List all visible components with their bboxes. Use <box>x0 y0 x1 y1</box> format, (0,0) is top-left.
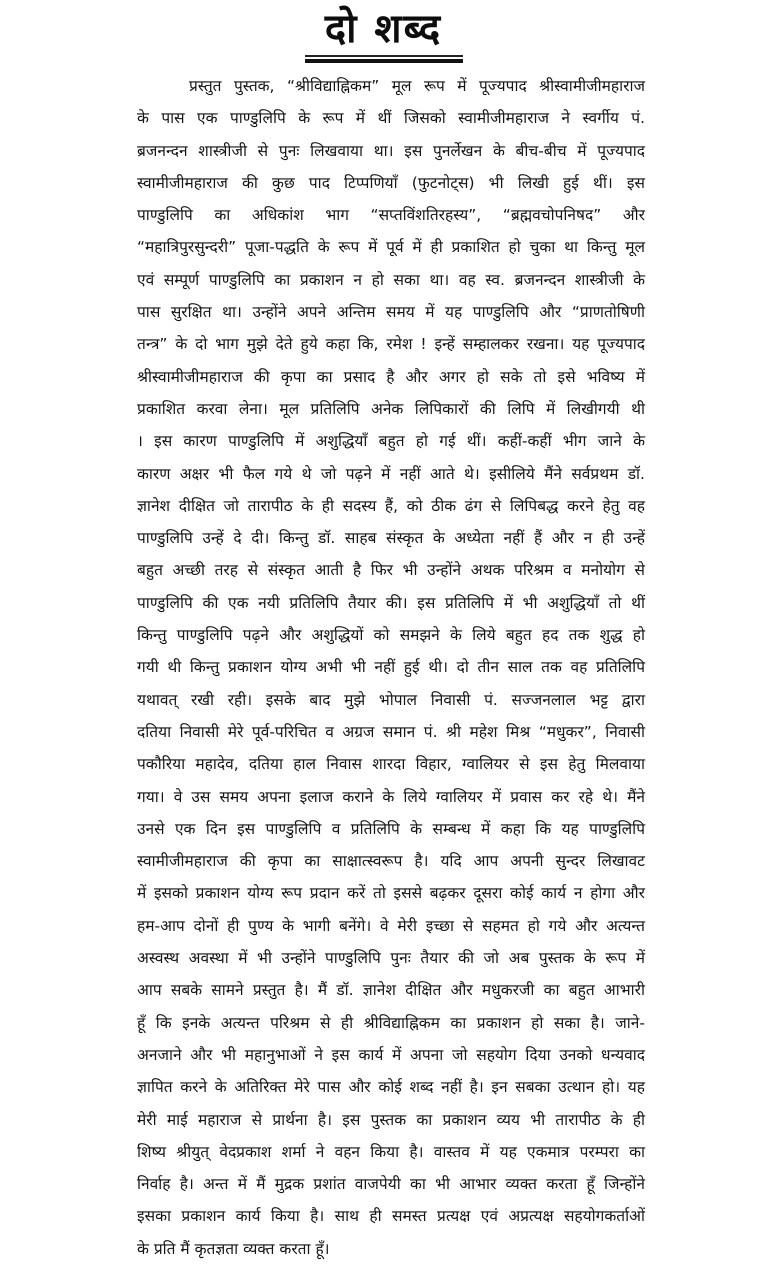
text-line: मेरी माई महाराज से प्रार्थना है। इस पुस्तक का प्रकाशन व्यय भी तारापीठ के ही <box>137 1110 645 1129</box>
text-line: हम-आप दोनों ही पुण्य के भागी बनेंगे। वे मेरी इच्छा से सहमत हो गये और अत्यन्त <box>137 916 645 935</box>
title-underline-rule <box>305 55 463 64</box>
text-line: अस्वस्थ अवस्था में भी उन्होंने पाण्डुलिपि पुनः तैयार की जो अब पुस्तक के रूप में <box>137 949 645 968</box>
text-line: शिष्य श्रीयुत् वेदप्रकाश शर्मा ने वहन किया है। वास्तव में यह एकमात्र परम्परा का <box>137 1142 645 1161</box>
text-line: कारण अक्षर भी फैल गये थे जो पढ़ने में नहीं आते थे। इसीलिये मैंने सर्वप्रथम डॉ. <box>137 464 645 483</box>
text-line: स्वामीजीमहाराज की कृपा का साक्षात्स्वरूप है। यदि आप अपनी सुन्दर लिखावट <box>137 852 645 871</box>
text-line: प्रस्तुत पुस्तक, “श्रीविद्याह्निकम” मूल रूप में पूज्यपाद श्रीस्वामीजीमहाराज <box>189 77 645 95</box>
text-line: गयी थी किन्तु प्रकाशन योग्य अभी भी नहीं हुई थी। दो तीन साल तक वह प्रतिलिपि <box>137 658 645 677</box>
text-line: पाण्डुलिपि की एक नयी प्रतिलिपि तैयार की। इस प्रतिलिपि में भी अशुद्धियाँ तो थीं <box>137 593 645 612</box>
text-line: हूँ कि इनके अत्यन्त परिश्रम से ही श्रीविद्याह्निकम का प्रकाशन हो सका है। जाने- <box>137 1013 645 1032</box>
text-line: आप सबके सामने प्रस्तुत है। मैं डॉ. ज्ञानेश दीक्षित और मधुकरजी का बहुत आभारी <box>137 981 645 1000</box>
text-line: पास सुरक्षित था। उन्होंने अपने अन्तिम समय में यह पाण्डुलिपि और “प्राणतोषिणी <box>137 303 645 322</box>
text-line: इसका प्रकाशन कार्य किया है। साथ ही समस्त प्रत्यक्ष एवं अप्रत्यक्ष सहयोगकर्ताओं <box>137 1207 645 1226</box>
text-line: पाण्डुलिपि का अधिकांश भाग “सप्तविंशतिरहस्य”, “ब्रह्मवचोपनिषद” और <box>137 206 645 225</box>
body-paragraph <box>137 70 645 1265</box>
text-line: यथावत् रखी रही। इसके बाद मुझे भोपाल निवासी पं. सज्जनलाल भट्ट द्वारा <box>137 690 645 709</box>
text-line: किन्तु पाण्डुलिपि पढ़ने और अशुद्धियों को समझने के लिये बहुत हद तक शुद्ध हो <box>137 626 645 645</box>
text-line: एवं सम्पूर्ण पाण्डुलिपि का प्रकाशन न हो सका था। वह स्व. ब्रजनन्दन शास्त्रीजी के <box>137 270 645 289</box>
rule-thin-line <box>305 55 463 57</box>
rule-thick-line <box>305 59 463 63</box>
text-line: “महात्रिपुरसुन्दरी” पूजा-पद्धति के रूप में पूर्व में ही प्रकाशित हो चुका था किन्तु मूल <box>137 238 645 257</box>
text-line: दतिया निवासी मेरे पूर्व-परिचित व अग्रज समान पं. श्री महेश मिश्र “मधुकर”, निवासी <box>137 722 645 741</box>
text-line: के प्रति मैं कृतज्ञता व्यक्त करता हूँ। <box>137 1239 330 1258</box>
text-line: ब्रजनन्दन शास्त्रीजी से पुनः लिखवाया था। इस पुनर्लेखन के बीच-बीच में पूज्यपाद <box>137 141 645 160</box>
text-line: अनजाने और भी महानुभाओं ने इस कार्य में अपना जो सहयोग दिया उनको धन्यवाद <box>137 1045 645 1064</box>
text-line: गया। वे उस समय अपना इलाज कराने के लिये ग्वालियर में प्रवास कर रहे थे। मैंने <box>137 787 645 806</box>
page-title: दो शब्द <box>324 6 443 52</box>
text-line: प्रकाशित करवा लेना। मूल प्रतिलिपि अनेक लिपिकारों की लिपि में लिखीगयी थी <box>137 399 645 418</box>
text-line: । इस कारण पाण्डुलिपि में अशुद्धियाँ बहुत हो गई थीं। कहीं-कहीं भीग जाने के <box>137 432 645 451</box>
text-line: स्वामीजीमहाराज की कुछ पाद टिप्पणियाँ (फुटनोट्स) भी लिखी हुई थीं। इस <box>137 173 645 192</box>
text-line: पकौरिया महादेव, दतिया हाल निवास शारदा विहार, ग्वालियर से इस हेतु मिलवाया <box>137 755 645 774</box>
text-line: निर्वाह है। अन्त में मैं मुद्रक प्रशांत वाजपेयी का भी आभार व्यक्त करता हूँ जिन्होंने <box>137 1175 645 1194</box>
text-line: में इसको प्रकाशन योग्य रूप प्रदान करें तो इससे बढ़कर दूसरा कोई कार्य न होगा और <box>137 884 645 903</box>
text-line: पाण्डुलिपि उन्हें दे दी। किन्तु डॉ. साहब संस्कृत के अध्येता नहीं हैं और न ही उन्हें <box>137 529 645 548</box>
text-line: तन्त्र” के दो भाग मुझे देते हुये कहा कि, रमेश ! इन्हें सम्हालकर रखना। यह पूज्यपाद <box>137 335 645 354</box>
text-line: के पास एक पाण्डुलिपि के रूप में थीं जिसको स्वामीजीमहाराज ने स्वर्गीय पं. <box>137 109 645 128</box>
text-line: श्रीस्वामीजीमहाराज की कृपा का प्रसाद है और अगर हो सके तो इसे भविष्य में <box>137 367 645 386</box>
text-line: उनसे एक दिन इस पाण्डुलिपि व प्रतिलिपि के सम्बन्ध में कहा कि यह पाण्डुलिपि <box>137 819 645 838</box>
text-line: ज्ञापित करने के अतिरिक्त मेरे पास और कोई शब्द नहीं है। इन सबका उत्थान हो। यह <box>137 1078 645 1097</box>
text-line: बहुत अच्छी तरह से संस्कृत आती है फिर भी उन्होंने अथक परिश्रम व मनोयोग से <box>137 561 645 580</box>
text-line: ज्ञानेश दीक्षित जो तारापीठ के ही सदस्य हैं, को ठीक ढंग से लिपिबद्ध करने हेतु वह <box>137 496 645 515</box>
